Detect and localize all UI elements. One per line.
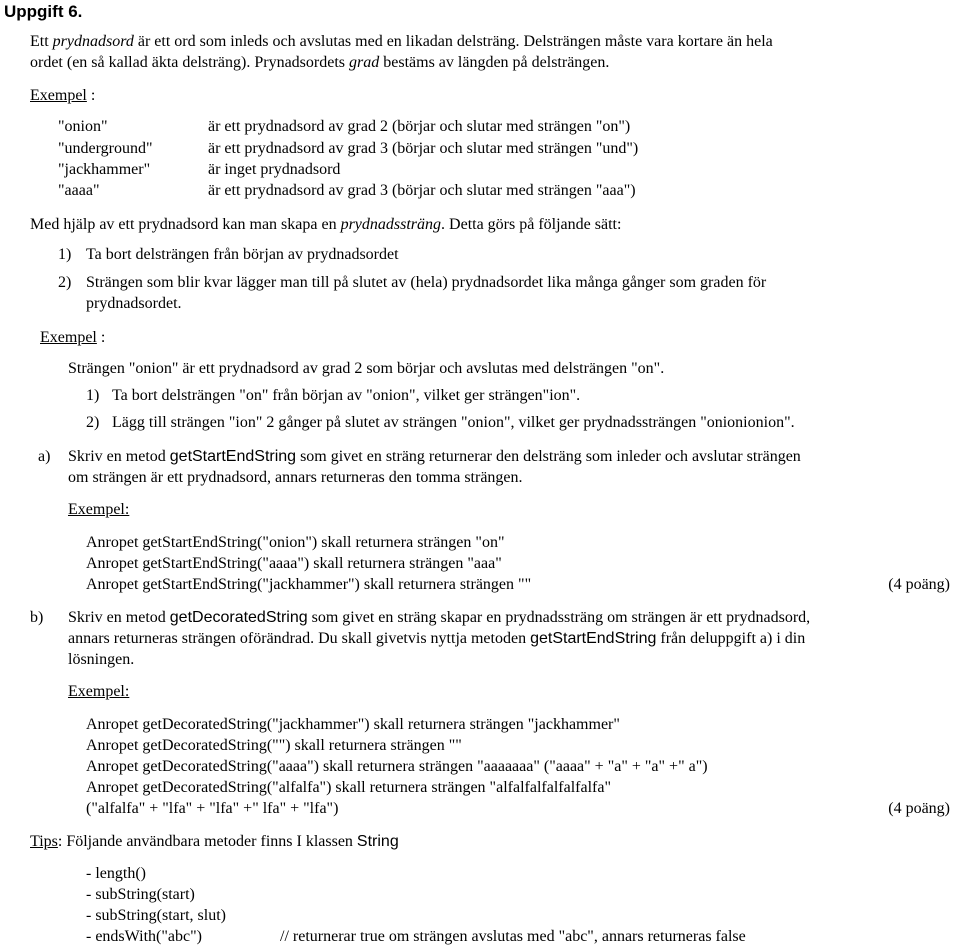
tips-method: - subString(start, slut) bbox=[86, 907, 226, 924]
step-text: Ta bort delsträngen från början av prydnadsordet bbox=[86, 246, 399, 263]
step-number: 2) bbox=[58, 274, 72, 291]
example-word: "jackhammer" bbox=[58, 161, 151, 178]
tips-comment: // returnerar true om strängen avslutas med "abc", annars returneras false bbox=[280, 928, 746, 945]
step-text: Strängen som blir kvar lägger man till på slutet av (hela) prydnadsordet lika många gånger som graden för bbox=[86, 274, 767, 291]
call-example: Anropet getStartEndString("onion") skall returnera strängen "on" bbox=[86, 534, 505, 551]
example-description: är ett prydnadsord av grad 3 (börjar och slutar med strängen "und") bbox=[208, 140, 639, 157]
call-example: ("alfalfa" + "lfa" + "lfa" +" lfa" + "lfa") bbox=[86, 800, 339, 817]
example-heading-b: Exempel: bbox=[68, 683, 130, 700]
subtask-a-label: a) bbox=[38, 448, 51, 465]
example-heading-1: Exempel : bbox=[30, 87, 96, 104]
example-heading-a: Exempel: bbox=[68, 501, 130, 518]
subtask-a-line-2: om strängen är ett prydnadsord, annars returneras den tomma strängen. bbox=[68, 469, 523, 486]
example-description: är inget prydnadsord bbox=[208, 161, 341, 178]
subtask-b-line-2: annars returneras strängen oförändrad. Du skall givetvis nyttja metoden getStartEndString från deluppgift a) i din bbox=[68, 630, 806, 647]
intro-line-2: ordet (en så kallad äkta delsträng). Prynadsordets grad bestäms av längden på delsträngen. bbox=[30, 54, 610, 71]
example-heading-2: Exempel : bbox=[40, 329, 106, 346]
example-word: "onion" bbox=[58, 118, 108, 135]
tips-method: - endsWith("abc") bbox=[86, 928, 202, 945]
tips-method: - length() bbox=[86, 865, 146, 882]
subtask-b-line-1: Skriv en metod getDecoratedString som givet en sträng skapar en prydnadssträng om strängen är ett prydnadsord, bbox=[68, 609, 811, 626]
task-heading: Uppgift 6. bbox=[4, 2, 83, 21]
step-text-cont: prydnadsordet. bbox=[86, 295, 182, 312]
subtask-b-line-3: lösningen. bbox=[68, 651, 135, 668]
step-text: Lägg till strängen "ion" 2 gånger på slutet av strängen "onion", vilket ger prydnadssträngen "onionionion". bbox=[112, 414, 795, 431]
call-example: Anropet getDecoratedString("jackhammer") skall returnera strängen "jackhammer" bbox=[86, 716, 620, 733]
call-example: Anropet getDecoratedString("aaaa") skall returnera strängen "aaaaaaa" ("aaaa" + "a" + "a" +" a") bbox=[86, 758, 708, 775]
example-description: är ett prydnadsord av grad 3 (börjar och slutar med strängen "aaa") bbox=[208, 182, 636, 199]
step-number: 2) bbox=[86, 414, 100, 431]
step-text: Ta bort delsträngen "on" från början av "onion", vilket ger strängen"ion". bbox=[112, 387, 581, 404]
subtask-b-label: b) bbox=[30, 609, 44, 626]
step-number: 1) bbox=[58, 246, 72, 263]
subtask-a-line-1: Skriv en metod getStartEndString som givet en sträng returnerar den delsträng som inleder och avslutar strängen bbox=[68, 448, 801, 465]
points-a: (4 poäng) bbox=[888, 576, 950, 593]
points-b: (4 poäng) bbox=[888, 800, 950, 817]
tips-method: - subString(start) bbox=[86, 886, 195, 903]
call-example: Anropet getDecoratedString("alfalfa") skall returnera strängen "alfalfalfalfalfalfa" bbox=[86, 779, 611, 796]
example-description: är ett prydnadsord av grad 2 (börjar och slutar med strängen "on") bbox=[208, 118, 631, 135]
step-number: 1) bbox=[86, 387, 100, 404]
intro-line-1: Ett prydnadsord är ett ord som inleds och avslutas med en likadan delsträng. Delsträngen måste vara kortare än hela bbox=[30, 33, 773, 50]
call-example: Anropet getStartEndString("aaaa") skall returnera strängen "aaa" bbox=[86, 555, 502, 572]
example-word: "aaaa" bbox=[58, 182, 100, 199]
example-word: "underground" bbox=[58, 140, 153, 157]
call-example: Anropet getDecoratedString("") skall returnera strängen "" bbox=[86, 737, 462, 754]
method-intro: Med hjälp av ett prydnadsord kan man skapa en prydnadssträng. Detta görs på följande sätt: bbox=[30, 216, 622, 233]
call-example: Anropet getStartEndString("jackhammer") skall returnera strängen "" bbox=[86, 576, 532, 593]
tips-line: Tips: Följande användbara metoder finns I klassen String bbox=[30, 833, 399, 850]
example-line: Strängen "onion" är ett prydnadsord av grad 2 som börjar och avslutas med delsträngen "on". bbox=[68, 360, 665, 377]
